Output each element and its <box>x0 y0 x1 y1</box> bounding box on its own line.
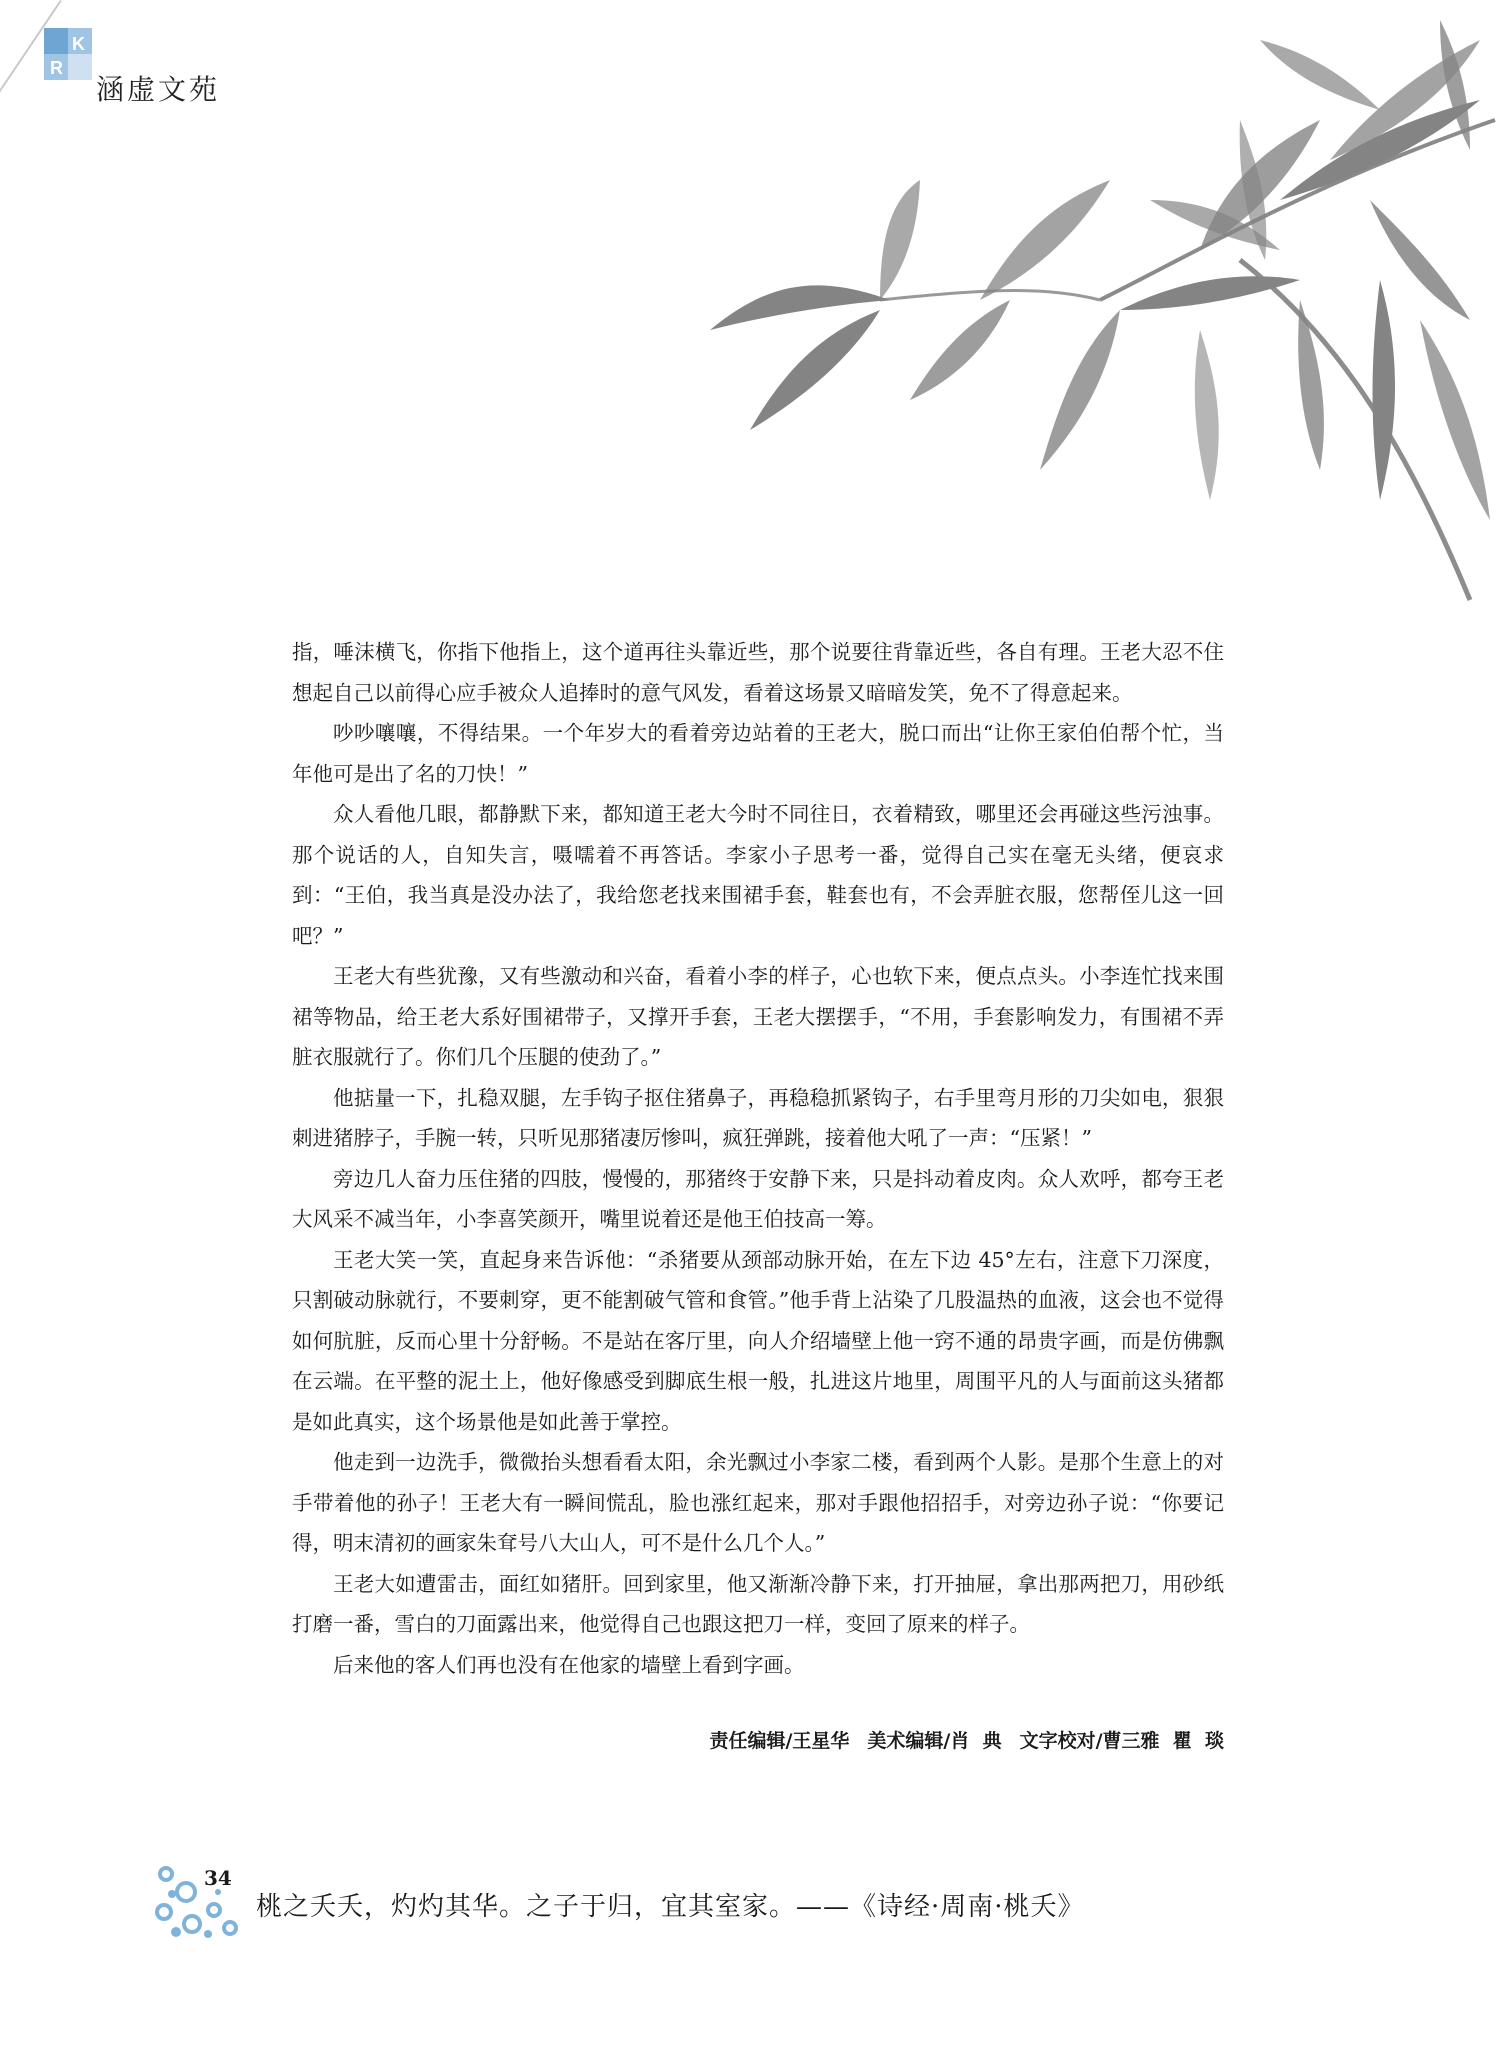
paragraph: 王老大笑一笑，直起身来告诉他：“杀猪要从颈部动脉开始，在左下边 45°左右，注意下刀深度，只割破动脉就行，不要刺穿，更不能割破气管和食管。”他手背上沾染了几股温热的血液，这会也不觉得如何肮脏，反而心里十分舒畅。不是站在客厅里，向人介绍墙壁上他一窍不通的昂贵字画，而是仿佛飘在云端。在平整的泥土上，他好像感受到脚底生根一般，扎进这片地里，周围平凡的人与面前这头猪都是如此真实，这个场景他是如此善于掌控。 <box>292 1247 1224 1434</box>
kr-logo <box>44 28 92 80</box>
paragraph: 后来他的客人们再也没有在他家的墙壁上看到字画。 <box>333 1652 805 1677</box>
editor-credits <box>709 1726 1224 1753</box>
svg-text:K: K <box>72 34 85 54</box>
paragraph: 吵吵嚷嚷，不得结果。一个年岁大的看着旁边站着的王老大，脱口而出“让你王家伯伯帮个忙，当年他可是出了名的刀快！” <box>292 721 1224 786</box>
paragraph: 指，唾沫横飞，你指下他指上，这个道再往头靠近些，那个说要往背靠近些，各自有理。王老大忍不住想起自己以前得心应手被众人追捧时的意气风发，看着这场景又暗暗发笑，免不了得意起来。 <box>292 640 1224 705</box>
paragraph: 旁边几人奋力压住猪的四肢，慢慢的，那猪终于安静下来，只是抖动着皮肉。众人欢呼，都夸王老大风采不减当年，小李喜笑颜开，嘴里说着还是他王伯技高一筹。 <box>292 1166 1224 1231</box>
svg-text:R: R <box>50 58 63 78</box>
section-title: 涵虚文苑 <box>96 73 221 106</box>
footer-quote: 桃之夭夭，灼灼其华。之子于归，宜其室家。——《诗经·周南·桃夭》 <box>256 1892 1085 1922</box>
bamboo-illustration <box>680 0 1500 620</box>
proofreader-credit: 文字校对/曹三雅 瞿 琰 <box>1019 1730 1224 1752</box>
paragraph: 众人看他几眼，都静默下来，都知道王老大今时不同往日，衣着精致，哪里还会再碰这些污浊事。那个说话的人，自知失言，嗫嚅着不再答话。李家小子思考一番，觉得自己实在毫无头绪，便哀求到：“王伯，我当真是没办法了，我给您老找来围裙手套，鞋套也有，不会弄脏衣服，您帮侄儿这一回吧？” <box>292 802 1224 948</box>
paragraph: 王老大如遭雷击，面红如猪肝。回到家里，他又渐渐冷静下来，打开抽屉，拿出那两把刀，用砂纸打磨一番，雪白的刀面露出来，他觉得自己也跟这把刀一样，变回了原来的样子。 <box>292 1571 1224 1636</box>
paragraph: 他掂量一下，扎稳双腿，左手钩子抠住猪鼻子，再稳稳抓紧钩子，右手里弯月形的刀尖如电，狠狠刺进猪脖子，手腕一转，只听见那猪凄厉惨叫，疯狂弹跳，接着他大吼了一声：“压紧！” <box>292 1085 1224 1150</box>
editor-credit: 责任编辑/王星华 <box>709 1730 850 1752</box>
paragraph: 他走到一边洗手，微微抬头想看看太阳，余光飘过小李家二楼，看到两个人影。是那个生意上的对手带着他的孙子！王老大有一瞬间慌乱，脸也涨红起来，那对手跟他招招手，对旁边孙子说：“你要记得，明末清初的画家朱耷号八大山人，可不是什么几个人。” <box>292 1450 1224 1555</box>
paragraph: 王老大有些犹豫，又有些激动和兴奋，看着小李的样子，心也软下来，便点点头。小李连忙找来围裙等物品，给王老大系好围裙带子，又撑开手套，王老大摆摆手，“不用，手套影响发力，有围裙不弄脏衣服就行了。你们几个压腿的使劲了。” <box>292 964 1224 1069</box>
article-body <box>292 632 1224 1685</box>
page-number: 34 <box>204 1866 232 1890</box>
art-editor-credit: 美术编辑/肖 典 <box>867 1730 1002 1752</box>
